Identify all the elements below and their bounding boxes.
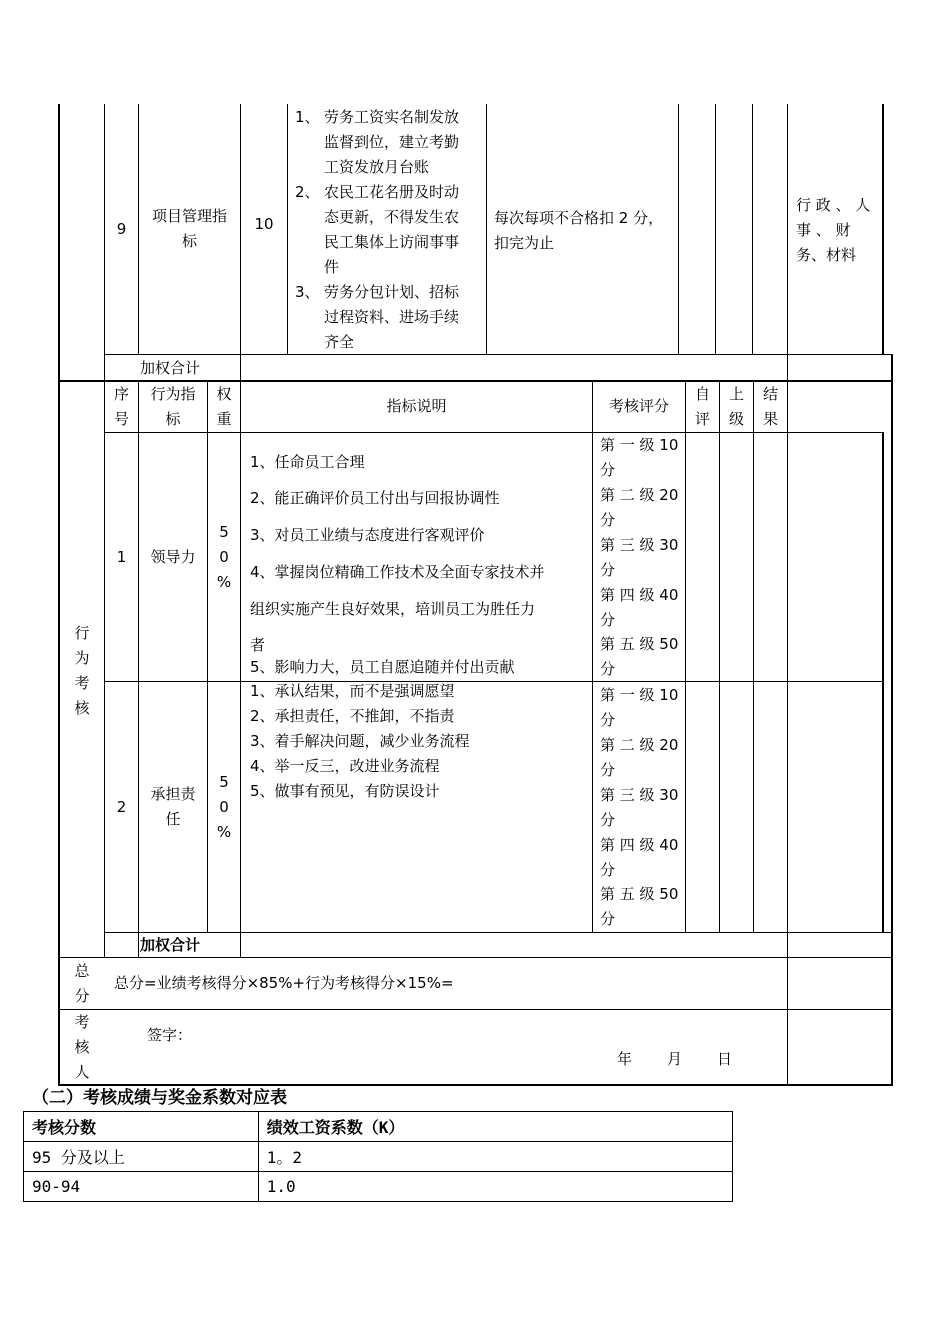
text-line: 总 — [74, 962, 90, 980]
assessor-label — [60, 1010, 104, 1085]
table-cell: 1.0 — [258, 1172, 732, 1202]
grid-line — [685, 380, 686, 932]
bonus-table-title: （二）考核成绩与奖金系数对应表 — [32, 1088, 287, 1108]
table-cell: 90-94 — [24, 1172, 259, 1202]
grid-line — [138, 380, 139, 957]
text-line: 工资发放月台账 — [324, 158, 430, 176]
grid-line — [207, 380, 208, 932]
grid-line — [104, 432, 884, 433]
text-line: 人 — [74, 1063, 90, 1081]
text-line: 分 — [600, 861, 616, 879]
table-cell: 95 分及以上 — [24, 1142, 259, 1172]
bonus-table — [23, 1111, 733, 1202]
grid-line — [104, 354, 893, 355]
text-line: 序 — [113, 385, 129, 403]
text-line: 核 — [74, 699, 90, 717]
text-line: 第 四 级 40 — [600, 586, 679, 604]
text-line: 号 — [113, 410, 129, 428]
grid-line — [787, 104, 788, 1086]
text-line: 为 — [74, 649, 90, 667]
grid-line — [882, 104, 884, 354]
text-line: 过程资料、进场手续 — [324, 308, 460, 326]
header-self-eval — [686, 382, 719, 432]
row9-number: 9 — [116, 220, 127, 238]
grid-line — [104, 681, 884, 682]
grid-line — [882, 432, 884, 932]
text-line: 2、能正确评价员工付出与回报协调性 — [250, 489, 500, 507]
behavior-weighted-total-label: 加权合计 — [140, 936, 201, 954]
header-description: 指标说明 — [386, 397, 447, 415]
text-line: 监督到位，建立考勤 — [324, 133, 460, 151]
text-line: 任 — [165, 810, 181, 828]
table-row — [24, 1142, 733, 1172]
grid-line — [486, 104, 487, 354]
text-line: 第 二 级 20 — [600, 736, 679, 754]
row2-number: 2 — [116, 798, 127, 816]
grid-line — [104, 932, 893, 933]
text-line: 核 — [74, 1038, 90, 1056]
text-line: 分 — [74, 987, 90, 1005]
row1-name: 领导力 — [150, 548, 196, 566]
text-line: 分 — [600, 611, 616, 629]
text-line: 农民工花名册及时动 — [324, 183, 460, 201]
text-line: 态更新，不得发生农 — [324, 208, 460, 226]
text-line: 项目管理指 — [151, 207, 227, 225]
header-superior — [720, 382, 753, 432]
text-line: 评 — [694, 410, 710, 428]
row9-deduction: 每次每项不合格扣 2 分， — [494, 209, 664, 227]
item-number: 2、 — [295, 183, 320, 201]
header-result — [754, 382, 787, 432]
row9-deduction: 扣完为止 — [494, 234, 555, 252]
grid-line — [678, 104, 679, 354]
text-line: 分 — [600, 711, 616, 729]
text-line: 劳务分包计划、招标 — [324, 283, 460, 301]
grid-line — [240, 380, 241, 957]
header-number — [105, 382, 138, 432]
date-year-label: 年 — [617, 1050, 633, 1068]
text-line: 第 三 级 30 — [600, 536, 679, 554]
text-line: 标 — [181, 232, 197, 250]
grid-line — [752, 104, 753, 354]
text-line: 1、任命员工合理 — [250, 453, 365, 471]
date-month-label: 月 — [667, 1050, 683, 1068]
text-line: 第 五 级 50 — [600, 885, 679, 903]
grid-line — [240, 354, 241, 380]
text-line: 重 — [216, 410, 232, 428]
text-line: 分 — [600, 561, 616, 579]
grid-line — [287, 104, 288, 354]
text-line: 5 — [219, 523, 229, 541]
date-day-label: 日 — [717, 1050, 733, 1068]
grid-line — [753, 380, 754, 932]
text-line: 考 — [74, 674, 90, 692]
text-line: 第 三 级 30 — [600, 786, 679, 804]
grid-line — [715, 104, 716, 354]
grid-line — [592, 380, 593, 932]
text-line: 劳务工资实名制发放 — [324, 108, 460, 126]
text-line: 承担责 — [150, 785, 196, 803]
text-line: 件 — [324, 258, 340, 276]
header-cell: 考核分数 — [24, 1112, 259, 1142]
row1-number: 1 — [116, 548, 127, 566]
text-line: 组织实施产生良好效果，培训员工为胜任力 — [250, 600, 536, 618]
row9-dept: 行 政 、 人 — [796, 196, 871, 214]
text-line: 第 四 级 40 — [600, 836, 679, 854]
text-line: 第 二 级 20 — [600, 486, 679, 504]
row2-weight — [208, 770, 240, 845]
text-line: 行为指 — [150, 385, 196, 403]
text-line: % — [216, 823, 232, 841]
text-line: 考 — [74, 1013, 90, 1031]
table-cell: 1。2 — [258, 1142, 732, 1172]
row1-weight — [208, 520, 240, 595]
text-line: 3、对员工业绩与态度进行客观评价 — [250, 526, 485, 544]
text-line: 结 — [762, 385, 778, 403]
item-number: 1、 — [295, 108, 320, 126]
table-row — [24, 1172, 733, 1202]
text-line: % — [216, 573, 232, 591]
weighted-total-label: 加权合计 — [140, 359, 201, 377]
row9-indicator — [139, 204, 240, 254]
text-line: 第 一 级 10 — [600, 686, 679, 704]
total-formula: 总分=业绩考核得分×85%+行为考核得分×15%= — [114, 974, 454, 992]
text-line: 果 — [762, 410, 778, 428]
grid-line — [58, 104, 60, 1086]
header-indicator — [139, 382, 207, 432]
text-line: 民工集体上访闹事事 — [324, 233, 460, 251]
text-line: 4、掌握岗位精确工作技术及全面专家技术并 — [250, 563, 545, 581]
header-weight — [208, 382, 240, 432]
text-line: 者 — [250, 636, 266, 654]
text-line: 5、做事有预见，有防误设计 — [250, 782, 440, 800]
item-number: 3、 — [295, 283, 320, 301]
row9-dept: 务、材料 — [796, 246, 857, 264]
total-label — [60, 959, 104, 1009]
text-line: 0 — [219, 798, 229, 816]
text-line: 3、着手解决问题，减少业务流程 — [250, 732, 470, 750]
text-line: 5 — [219, 773, 229, 791]
text-line: 行 — [74, 624, 90, 642]
text-line: 分 — [600, 660, 616, 678]
text-line: 级 — [728, 410, 744, 428]
text-line: 1、承认结果，而不是强调愿望 — [250, 682, 455, 700]
grid-line — [58, 1009, 893, 1010]
text-line: 分 — [600, 811, 616, 829]
text-line: 5、影响力大，员工自愿追随并付出贡献 — [250, 658, 515, 676]
grid-line — [719, 380, 720, 932]
row9-dept: 事 、 财 — [796, 221, 851, 239]
text-line: 第 五 级 50 — [600, 635, 679, 653]
text-line: 权 — [216, 385, 232, 403]
text-line: 2、承担责任，不推卸，不指责 — [250, 707, 455, 725]
row2-name — [139, 782, 207, 832]
text-line: 分 — [600, 461, 616, 479]
header-score: 考核评分 — [608, 397, 669, 415]
table-header-row — [24, 1112, 733, 1142]
text-line: 第 一 级 10 — [600, 436, 679, 454]
header-cell: 绩效工资系数（K） — [258, 1112, 732, 1142]
text-line: 分 — [600, 761, 616, 779]
text-line: 齐全 — [324, 333, 355, 351]
signature-label: 签字： — [147, 1026, 193, 1044]
text-line: 4、举一反三，改进业务流程 — [250, 757, 440, 775]
text-line: 自 — [694, 385, 710, 403]
text-line: 标 — [165, 410, 181, 428]
behavior-section-label — [60, 621, 104, 721]
row9-weight: 10 — [254, 215, 274, 233]
text-line: 0 — [219, 548, 229, 566]
text-line: 分 — [600, 511, 616, 529]
text-line: 上 — [728, 385, 744, 403]
grid-line — [891, 354, 893, 1086]
text-line: 分 — [600, 910, 616, 928]
